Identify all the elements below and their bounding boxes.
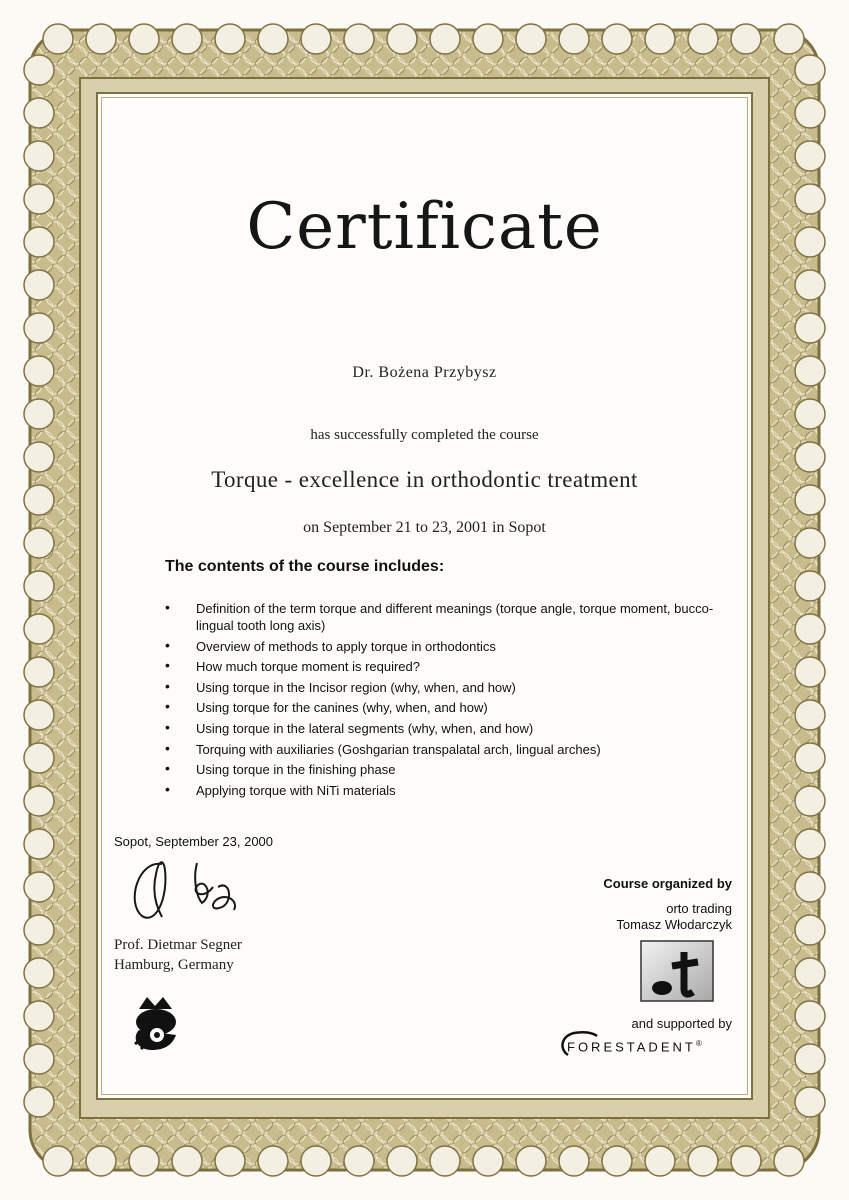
sponsor-brand (567, 1039, 702, 1054)
border-scallop (795, 700, 825, 730)
border-scallop (795, 829, 825, 859)
border-scallop (258, 24, 288, 54)
border-scallop (688, 24, 718, 54)
border-scallop (24, 614, 54, 644)
border-scallop (795, 356, 825, 386)
border-scallop (559, 1146, 589, 1176)
course-dates: on September 21 to 23, 2001 in Sopot (303, 519, 546, 536)
certificate-title: Certificate (246, 190, 603, 264)
border-scallop (795, 141, 825, 171)
sponsor-name: FORESTADENT (567, 1039, 696, 1055)
course-title: Torque - excellence in orthodontic treatment (211, 467, 638, 492)
border-scallop (215, 1146, 245, 1176)
border-scallop (24, 1044, 54, 1074)
border-scallop (795, 270, 825, 300)
border-scallop (24, 98, 54, 128)
border-scallop (86, 24, 116, 54)
border-scallop (24, 313, 54, 343)
border-scallop (129, 1146, 159, 1176)
border-scallop (24, 184, 54, 214)
list-item: • How much torque moment is required? (165, 658, 735, 675)
list-item: • Using torque in the Incisor region (why, when, and how) (165, 679, 735, 696)
instructor-name: Prof. Dietmar Segner (114, 937, 242, 953)
border-scallop (344, 1146, 374, 1176)
border-scallop (172, 24, 202, 54)
border-scallop (24, 270, 54, 300)
border-scallop (795, 399, 825, 429)
border-scallop (473, 24, 503, 54)
border-scallop (795, 614, 825, 644)
border-scallop (559, 24, 589, 54)
list-item: • Torquing with auxiliaries (Goshgarian transpalatal arch, lingual arches) (165, 741, 735, 758)
organizer-person: Tomasz Włodarczyk (616, 917, 732, 932)
border-scallop (795, 1087, 825, 1117)
border-scallop (473, 1146, 503, 1176)
border-scallop (387, 1146, 417, 1176)
border-scallop (24, 55, 54, 85)
border-scallop (430, 24, 460, 54)
completion-text: has successfully completed the course (310, 427, 539, 443)
border-scallop (795, 958, 825, 988)
list-item: • Definition of the term torque and different meanings (torque angle, torque moment, bucco-lingual tooth long axis) (165, 600, 735, 634)
recipient-name: Dr. Bożena Przybysz (352, 364, 497, 381)
contents-heading: The contents of the course includes: (165, 558, 445, 575)
border-scallop (24, 786, 54, 816)
organizer-heading: Course organized by (603, 876, 732, 891)
border-scallop (24, 528, 54, 558)
mascot-logo-icon (132, 992, 182, 1054)
list-item: • Using torque in the lateral segments (why, when, and how) (165, 720, 735, 737)
border-scallop (24, 915, 54, 945)
border-scallop (774, 24, 804, 54)
border-scallop (301, 1146, 331, 1176)
border-scallop (795, 442, 825, 472)
orto-trading-logo-icon (640, 940, 714, 1002)
border-scallop (43, 1146, 73, 1176)
border-scallop (795, 227, 825, 257)
border-scallop (129, 24, 159, 54)
border-scallop (24, 399, 54, 429)
border-scallop (301, 24, 331, 54)
border-scallop (215, 24, 245, 54)
border-scallop (516, 24, 546, 54)
border-scallop (86, 1146, 116, 1176)
border-scallop (24, 700, 54, 730)
border-scallop (344, 24, 374, 54)
border-scallop (24, 743, 54, 773)
border-scallop (795, 571, 825, 601)
border-scallop (602, 24, 632, 54)
border-scallop (645, 24, 675, 54)
border-scallop (24, 657, 54, 687)
border-scallop (795, 485, 825, 515)
border-scallop (795, 528, 825, 558)
border-scallop (795, 55, 825, 85)
border-scallop (795, 743, 825, 773)
instructor-location: Hamburg, Germany (114, 957, 234, 973)
border-scallop (795, 313, 825, 343)
border-scallop (795, 98, 825, 128)
border-scallop (731, 1146, 761, 1176)
border-scallop (24, 1087, 54, 1117)
border-scallop (795, 184, 825, 214)
border-scallop (24, 141, 54, 171)
border-scallop (795, 1044, 825, 1074)
border-scallop (795, 786, 825, 816)
border-scallop (24, 1001, 54, 1031)
organizer-details (616, 901, 732, 933)
signature (118, 848, 258, 928)
registered-mark: ® (695, 1039, 702, 1048)
border-scallop (795, 1001, 825, 1031)
border-scallop (258, 1146, 288, 1176)
border-scallop (602, 1146, 632, 1176)
border-scallop (387, 24, 417, 54)
list-item: • Using torque in the finishing phase (165, 761, 735, 778)
border-scallop (24, 485, 54, 515)
border-scallop (688, 1146, 718, 1176)
border-scallop (774, 1146, 804, 1176)
organizer-company: orto trading (666, 901, 732, 916)
border-scallop (795, 657, 825, 687)
border-scallop (43, 24, 73, 54)
border-scallop (24, 872, 54, 902)
border-scallop (24, 227, 54, 257)
instructor-block (114, 935, 242, 975)
border-scallop (24, 356, 54, 386)
border-scallop (24, 829, 54, 859)
supported-by-label: and supported by (631, 1016, 732, 1031)
border-scallop (795, 872, 825, 902)
border-scallop (24, 958, 54, 988)
border-scallop (24, 571, 54, 601)
list-item: • Using torque for the canines (why, when, and how) (165, 699, 735, 716)
border-scallop (172, 1146, 202, 1176)
contents-list (165, 600, 735, 802)
border-scallop (731, 24, 761, 54)
issue-place-date: Sopot, September 23, 2000 (114, 834, 274, 849)
border-scallop (516, 1146, 546, 1176)
border-scallop (430, 1146, 460, 1176)
border-scallop (795, 915, 825, 945)
list-item: • Applying torque with NiTi materials (165, 782, 735, 799)
border-scallop (24, 442, 54, 472)
list-item: • Overview of methods to apply torque in orthodontics (165, 638, 735, 655)
border-scallop (645, 1146, 675, 1176)
